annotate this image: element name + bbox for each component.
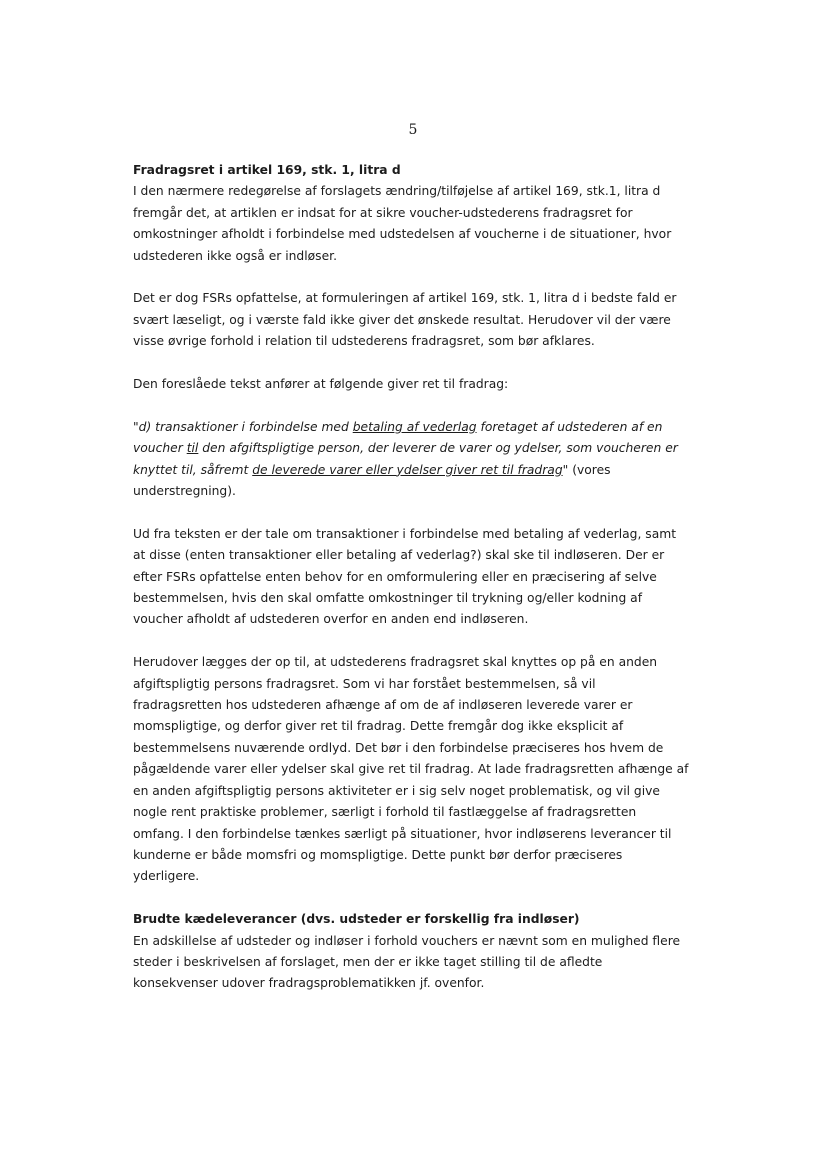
section-1 <box>133 160 695 267</box>
quote-text: " <box>562 462 569 477</box>
section-heading: Brudte kædeleverancer (dvs. udsteder er forskellig fra indløser) <box>133 912 580 927</box>
text-line: momspligtige, og derfor giver ret til fradrag. Dette fremgår dog ikke eksplicit af <box>133 719 624 734</box>
document-body <box>133 160 695 1016</box>
paragraph-4 <box>133 524 695 631</box>
text-line: fradragsretten hos udstederen afhænge af om de af indløseren leverede varer er <box>133 698 633 713</box>
text-line: Herudover lægges der op til, at udstederens fradragsret skal knyttes op på en anden <box>133 655 658 670</box>
quote-underlined-text: betaling af vederlag <box>352 419 477 434</box>
text-line: udstederen ikke også er indløser. <box>133 248 337 263</box>
quote-line: understregning). <box>133 484 236 499</box>
text-line: steder i beskrivelsen af forslaget, men der er ikke taget stilling til de afledte <box>133 954 603 969</box>
text-line: pågældende varer eller ydelser skal give ret til fradrag. At lade fradragsretten afhænge af <box>133 762 689 777</box>
quote-text: voucher <box>133 441 187 456</box>
text-line: efter FSRs opfattelse enten behov for en omformulering eller en præcisering af selve <box>133 569 657 584</box>
quote-text: "d) transaktioner i forbindelse med <box>133 419 353 434</box>
text-line: omfang. I den forbindelse tænkes særligt på situationer, hvor indløserens leverancer til <box>133 826 672 841</box>
quoted-provision <box>133 417 695 503</box>
text-line: konsekvenser udover fradragsproblematikken jf. ovenfor. <box>133 976 485 991</box>
quote-text: knyttet til, såfremt <box>133 462 253 477</box>
text-line: bestemmelsens nuværende ordlyd. Det bør i den forbindelse præciseres hos hvem de <box>133 740 664 755</box>
text-line: Ud fra teksten er der tale om transaktioner i forbindelse med betaling af vederlag, samt <box>133 526 677 541</box>
section-heading: Fradragsret i artikel 169, stk. 1, litra d <box>133 163 401 177</box>
quote-note: (vores <box>568 462 611 477</box>
text-line: omkostninger afholdt i forbindelse med udstedelsen af voucherne i de situationer, hvor <box>133 227 672 242</box>
quote-underlined-text: til <box>186 441 199 456</box>
quote-text: den afgiftspligtige person, der leverer de varer og ydelser, som voucheren er <box>198 441 678 456</box>
quote-text: foretaget af udstederen af en <box>476 419 663 434</box>
text-line: visse øvrige forhold i relation til udstederens fradragsret, som bør afklares. <box>133 334 595 349</box>
page-number: 5 <box>408 122 418 138</box>
text-line: fremgår det, at artiklen er indsat for at sikre voucher-udstederens fradragsret for <box>133 205 633 220</box>
text-line: at disse (enten transaktioner eller betaling af vederlag?) skal ske til indløseren. Der er <box>133 548 665 563</box>
text-line: I den nærmere redegørelse af forslagets ændring/tilføjelse af artikel 169, stk.1, litra d <box>133 184 661 199</box>
quote-underlined-text: de leverede varer eller ydelser giver ret til fradrag <box>252 462 563 477</box>
text-line: svært læseligt, og i værste fald ikke giver det ønskede resultat. Herudover vil der være <box>133 312 671 327</box>
text-line: yderligere. <box>133 869 200 884</box>
quote-line <box>133 417 695 438</box>
text-line: afgiftspligtig persons fradragsret. Som vi har forstået bestemmelsen, så vil <box>133 676 596 691</box>
paragraph-5 <box>133 652 695 887</box>
section-2 <box>133 909 695 995</box>
text-line: kunderne er både momsfri og momspligtige. Dette punkt bør derfor præciseres <box>133 847 623 862</box>
paragraph-3 <box>133 374 695 395</box>
text-line: bestemmelsen, hvis den skal omfatte omkostninger til trykning og/eller kodning af <box>133 591 643 606</box>
text-line: en anden afgiftspligtig persons aktiviteter er i sig selv noget problematisk, og vil give <box>133 783 660 798</box>
text-line: nogle rent praktiske problemer, særligt i forhold til fastlæggelse af fradragsretten <box>133 805 637 820</box>
quote-line <box>133 438 695 459</box>
text-line: Den foreslåede tekst anfører at følgende giver ret til fradrag: <box>133 377 509 392</box>
text-line: Det er dog FSRs opfattelse, at formuleringen af artikel 169, stk. 1, litra d i bedste fald er <box>133 291 677 306</box>
paragraph-2 <box>133 288 695 352</box>
quote-line <box>133 460 695 481</box>
text-line: En adskillelse af udsteder og indløser i forhold vouchers er nævnt som en mulighed flere <box>133 933 681 948</box>
text-line: voucher afholdt af udstederen overfor en anden end indløseren. <box>133 612 529 627</box>
